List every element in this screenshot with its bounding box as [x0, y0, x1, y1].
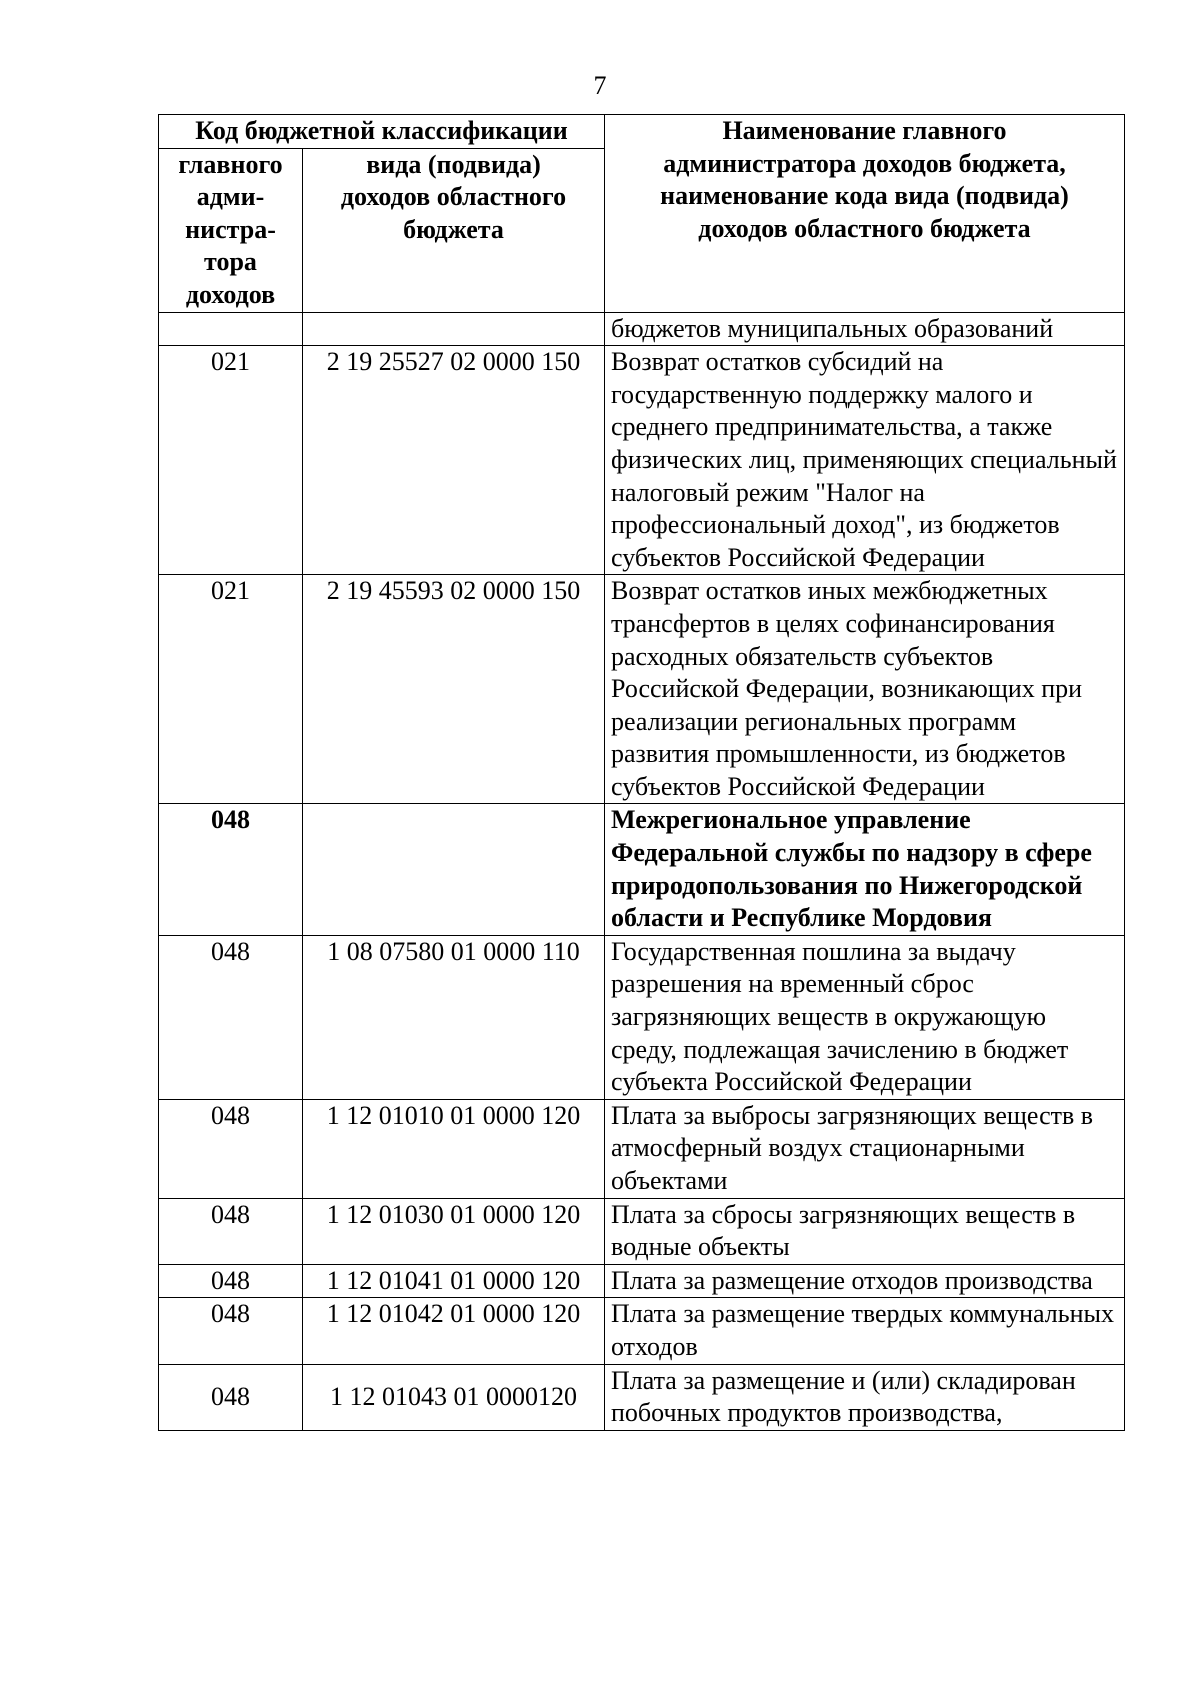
name-column-header	[605, 115, 1125, 313]
administrator-name-cell: Межрегиональное управление Федеральной службы по надзору в сфере природопользования по Нижегородской области и Республике Мордовия	[605, 804, 1125, 935]
income-code-cell: 1 12 01010 01 0000 120	[303, 1099, 605, 1198]
admin-header-line: нистра-	[185, 214, 276, 244]
code-header-line: вида (подвида)	[366, 149, 541, 179]
table-row	[159, 935, 1125, 1099]
income-name-line: Плата за размещение и (или) складирован	[611, 1365, 1076, 1395]
income-name-cell: Государственная пошлина за выдачу разрешения на временный сброс загрязняющих веществ в окружающую среду, подлежащая зачислению в бюджет субъекта Российской Федерации	[605, 935, 1125, 1099]
income-code-cell: 1 12 01030 01 0000 120	[303, 1198, 605, 1264]
page-number: 7	[593, 71, 607, 100]
admin-code-cell	[159, 312, 303, 346]
admin-code-cell: 048	[159, 1298, 303, 1364]
admin-code-cell: 021	[159, 575, 303, 804]
admin-code-cell: 048	[159, 1099, 303, 1198]
name-header-line: доходов областного бюджета	[698, 213, 1031, 243]
income-code-cell: 1 08 07580 01 0000 110	[303, 935, 605, 1099]
admin-header-line: доходов	[185, 279, 276, 309]
income-code-cell: 1 12 01042 01 0000 120	[303, 1298, 605, 1364]
table-row	[159, 1198, 1125, 1264]
budget-classification-table	[158, 114, 1125, 1431]
name-header-line: Наименование главного	[722, 116, 1007, 145]
admin-code-cell: 048	[159, 935, 303, 1099]
admin-code-cell: 048	[159, 1198, 303, 1264]
income-code-cell: 1 12 01041 01 0000 120	[303, 1264, 605, 1298]
income-code-cell: 1 12 01043 01 0000120	[303, 1364, 605, 1430]
table-row-administrator	[159, 804, 1125, 935]
admin-column-header	[159, 148, 303, 312]
code-header-line: бюджета	[403, 214, 504, 244]
table-row	[159, 1364, 1125, 1430]
income-code-cell: 2 19 25527 02 0000 150	[303, 346, 605, 575]
income-code-cell	[303, 312, 605, 346]
income-name-cell: Плата за размещение отходов производства	[605, 1264, 1125, 1298]
admin-code-cell: 048	[159, 1264, 303, 1298]
income-name-cell: Плата за сбросы загрязняющих веществ в водные объекты	[605, 1198, 1125, 1264]
table-row	[159, 1298, 1125, 1364]
code-column-header	[303, 148, 605, 312]
income-name-cell: Плата за размещение твердых коммунальных отходов	[605, 1298, 1125, 1364]
income-name-cell: Возврат остатков субсидий на государственную поддержку малого и среднего предпринимательства, а также физических лиц, применяющих специальный налоговый режим "Налог на профессиональный доход", из бюджетов субъектов Российской Федерации	[605, 346, 1125, 575]
admin-header-line: адми-	[196, 182, 265, 212]
budget-code-group-header: Код бюджетной классификации	[159, 115, 605, 149]
table-row	[159, 346, 1125, 575]
table-row	[159, 1264, 1125, 1298]
table-header-row	[159, 115, 1125, 149]
income-name-cell	[605, 1364, 1125, 1430]
table-row	[159, 1099, 1125, 1198]
name-header-line: администратора доходов бюджета,	[663, 148, 1066, 178]
admin-code-cell: 048	[159, 804, 303, 935]
admin-header-line: тора	[204, 247, 257, 277]
admin-code-cell: 048	[159, 1364, 303, 1430]
income-name-cell: Плата за выбросы загрязняющих веществ в атмосферный воздух стационарными объектами	[605, 1099, 1125, 1198]
income-name-line: побочных продуктов производства,	[611, 1398, 1003, 1428]
income-code-cell: 2 19 45593 02 0000 150	[303, 575, 605, 804]
table-row	[159, 575, 1125, 804]
code-header-line: доходов областного	[340, 182, 567, 212]
income-name-cell: бюджетов муниципальных образований	[605, 312, 1125, 346]
name-header-line: наименование кода вида (подвида)	[660, 181, 1069, 211]
income-name-cell: Возврат остатков иных межбюджетных трансфертов в целях софинансирования расходных обязательств субъектов Российской Федерации, возникающих при реализации региональных программ развития промышленности, из бюджетов субъектов Российской Федерации	[605, 575, 1125, 804]
admin-header-line: главного	[178, 149, 283, 179]
income-code-cell	[303, 804, 605, 935]
table-row	[159, 312, 1125, 346]
admin-code-cell: 021	[159, 346, 303, 575]
